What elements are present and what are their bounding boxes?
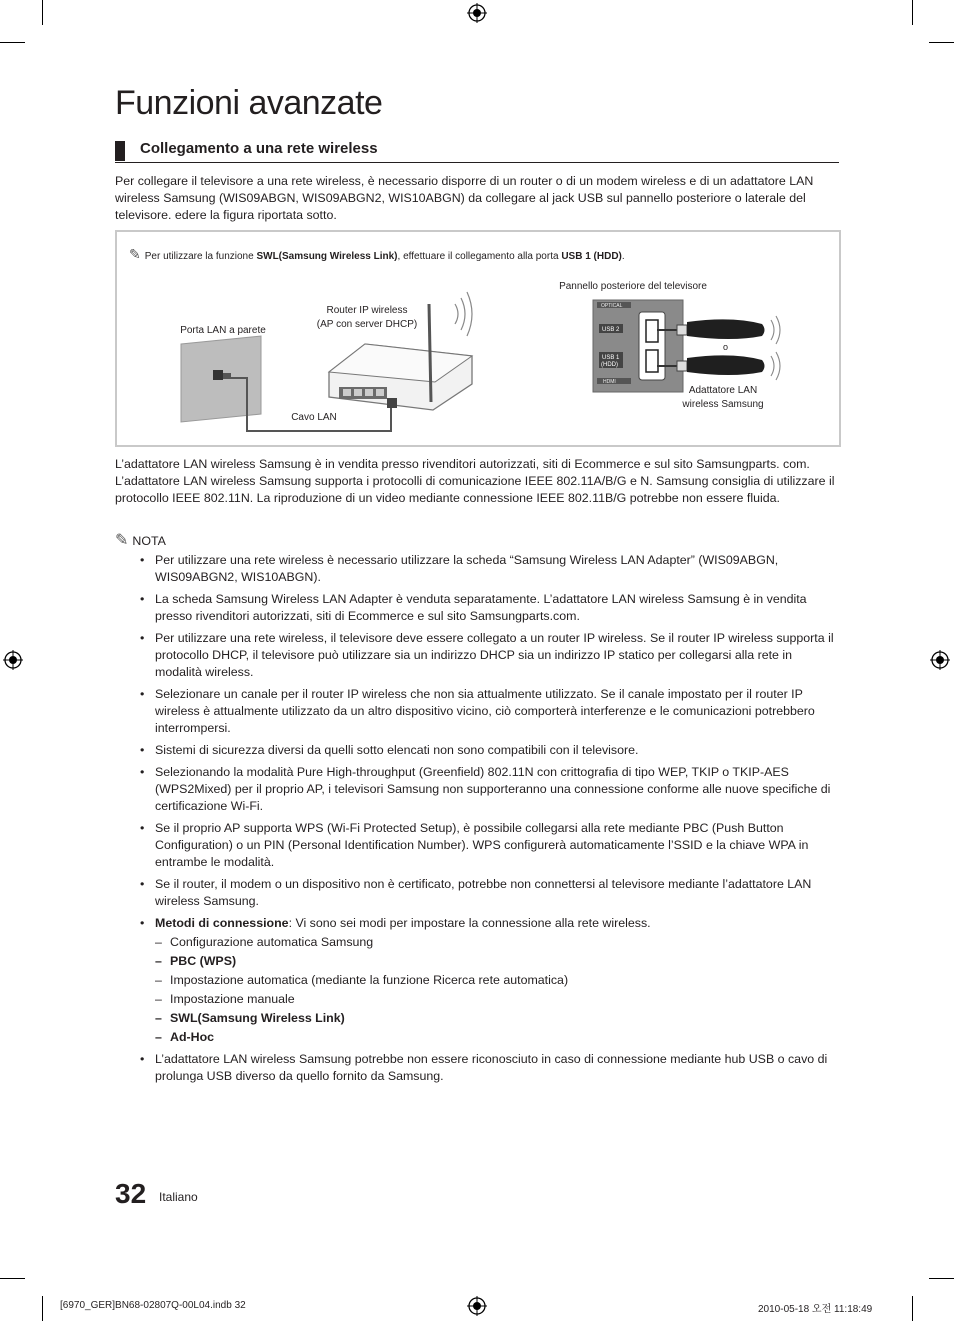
section-title: Collegamento a una rete wireless [140, 140, 378, 157]
port-label-hdd: (HDD) [601, 362, 618, 368]
method-item: – Ad-Hoc [155, 1029, 839, 1046]
registration-mark-icon [930, 650, 950, 670]
list-item: • La scheda Samsung Wireless LAN Adapter è venduta separatamente. L’adattatore LAN wireless Samsung è in vendita presso rivenditori autorizzati, siti di Ecommerce e sul sito Samsungparts.com. [115, 591, 839, 625]
page-language: Italiano [159, 1190, 198, 1204]
nota-label: NOTA [132, 534, 166, 548]
adapter-label-line1: Adattatore LAN [688, 385, 758, 396]
page-title: Funzioni avanzate [115, 84, 383, 122]
methods-intro: : Vi sono sei modi per impostare la connessione alla rete wireless. [288, 916, 651, 930]
figure-note-text: , effettuare il collegamento alla porta [397, 251, 562, 262]
methods-list [155, 934, 839, 1046]
nota-heading [115, 530, 166, 550]
figure-note-text: . [621, 251, 625, 262]
method-item: – Configurazione automatica Samsung [155, 934, 839, 951]
crop-mark [42, 0, 43, 25]
list-item: • L’adattatore LAN wireless Samsung potrebbe non essere riconosciuto in caso di connessione mediante hub USB o cavo di prolunga USB diverso da quello fornito da Samsung. [115, 1051, 839, 1085]
figure-note-text: Per utilizzare la funzione [144, 251, 257, 262]
list-item: • Selezionare un canale per il router IP wireless che non sia attualmente utilizzato. Se il canale impostato per il router IP wireless è attualmente utilizzato da un altro dispositivo vicino, ciò comporterà interferenze e le comunicazioni potrebbero interrompersi. [115, 686, 839, 737]
adapter-label-line2: wireless Samsung [682, 399, 764, 410]
cable-label: Cavo LAN [291, 412, 337, 423]
port-label-usb2: USB 2 [602, 327, 620, 333]
list-item: • Per utilizzare una rete wireless è necessario utilizzare la scheda “Samsung Wireless LAN Adapter” (WIS09ABGN, WIS09ABGN2, WIS10ABGN). [115, 552, 839, 586]
connection-figure [115, 230, 841, 447]
crop-mark [0, 42, 25, 43]
crop-mark [0, 1278, 25, 1279]
method-item: – SWL(Samsung Wireless Link) [155, 1010, 839, 1027]
crop-mark [912, 0, 913, 25]
crop-mark [912, 1296, 913, 1321]
figure-note-usb: USB 1 (HDD) [561, 251, 622, 262]
registration-mark-icon [3, 650, 23, 670]
method-item: – Impostazione manuale [155, 991, 839, 1008]
list-item: • Se il router, il modem o un dispositivo non è certificato, potrebbe non connettersi al televisore mediante l’adattatore LAN wireless Samsung. [115, 876, 839, 910]
registration-mark-icon [467, 3, 487, 23]
method-item: – PBC (WPS) [155, 953, 839, 970]
list-item: • Per utilizzare una rete wireless, il televisore deve essere collegato a un router IP wireless. Se il router IP wireless supporta il protocollo DHCP, il televisore può utilizzare sia un indirizzo DHCP sia un indirizzo IP statico per collegarsi alla rete in modalità wireless. [115, 630, 839, 681]
list-item: • Se il proprio AP supporta WPS (Wi-Fi Protected Setup), è possibile collegarsi alla rete mediante PBC (Push Button Configuration) o un PIN (Personal Identification Number). WPS configurerà automaticamente l’SSID e la chiave WPA in entrambe le modalità. [115, 820, 839, 871]
figure-note-swl: SWL(Samsung Wireless Link) [256, 251, 398, 262]
section-divider [115, 162, 839, 163]
tv-panel-label: Pannello posteriore del televisore [559, 281, 707, 292]
adapter-paragraph: L’adattatore LAN wireless Samsung è in vendita presso rivenditori autorizzati, siti di Ecommerce e sul sito Samsungparts. com. L’adattatore LAN wireless Samsung supporta i protocolli di comunicazione IEEE 802.11A/B/G e N. Samsung consiglia di utilizzare il protocollo IEEE 802.11N. La riproduzione di un video mediante connessione IEEE 802.11B/G potrebbe non essere fluida. [115, 457, 835, 505]
connection-diagram [117, 232, 839, 445]
registration-mark-icon [467, 1296, 487, 1316]
wall-lan-port-icon [181, 336, 261, 422]
or-label: o [723, 342, 729, 352]
note-pencil-icon: ✎ [129, 246, 141, 262]
crop-mark [929, 42, 954, 43]
wall-port-label: Porta LAN a parete [180, 325, 266, 336]
list-item: • Sistemi di sicurezza diversi da quelli sotto elencati non sono compatibili con il televisore. [115, 742, 839, 759]
section-marker [115, 141, 125, 161]
notes-list [115, 552, 839, 1090]
tv-back-panel-icon [593, 300, 683, 392]
list-item: • Selezionando la modalità Pure High-throughput (Greenfield) 802.11N con crittografia di tipo WEP, TKIP o TKIP-AES (WPS2Mixed) per il proprio AP, i televisori Samsung non supporteranno una connessione conforme alle nuove specifiche di certificazione Wi-Fi. [115, 764, 839, 815]
note-pencil-icon: ✎ [115, 532, 129, 549]
port-label-usb1: USB 1 [602, 355, 620, 361]
method-item: – Impostazione automatica (mediante la funzione Ricerca rete automatica) [155, 972, 839, 989]
intro-paragraph: Per collegare il televisore a una rete wireless, è necessario disporre di un router o di un modem wireless e di un adattatore LAN wireless Samsung (WIS09ABGN, WIS09ABGN2, WIS10ABGN) da collegare al jack USB sul pannello posteriore o laterale del televisore. edere la figura riportata sotto. [115, 174, 814, 222]
port-label-optical: OPTICAL [601, 303, 623, 309]
footer-timestamp: 2010-05-18 오전 11:18:49 [758, 1304, 873, 1315]
methods-label: Metodi di connessione [155, 916, 289, 930]
port-label-hdmi: HDMI [603, 379, 616, 385]
list-item-methods [115, 915, 839, 1046]
crop-mark [929, 1278, 954, 1279]
footer-file-info: [6970_GER]BN68-02807Q-00L04.indb 32 [60, 1300, 246, 1311]
crop-mark [42, 1296, 43, 1321]
router-label-line2: (AP con server DHCP) [316, 319, 418, 330]
page-number: 32 [115, 1178, 147, 1209]
router-label-line1: Router IP wireless [326, 305, 408, 316]
